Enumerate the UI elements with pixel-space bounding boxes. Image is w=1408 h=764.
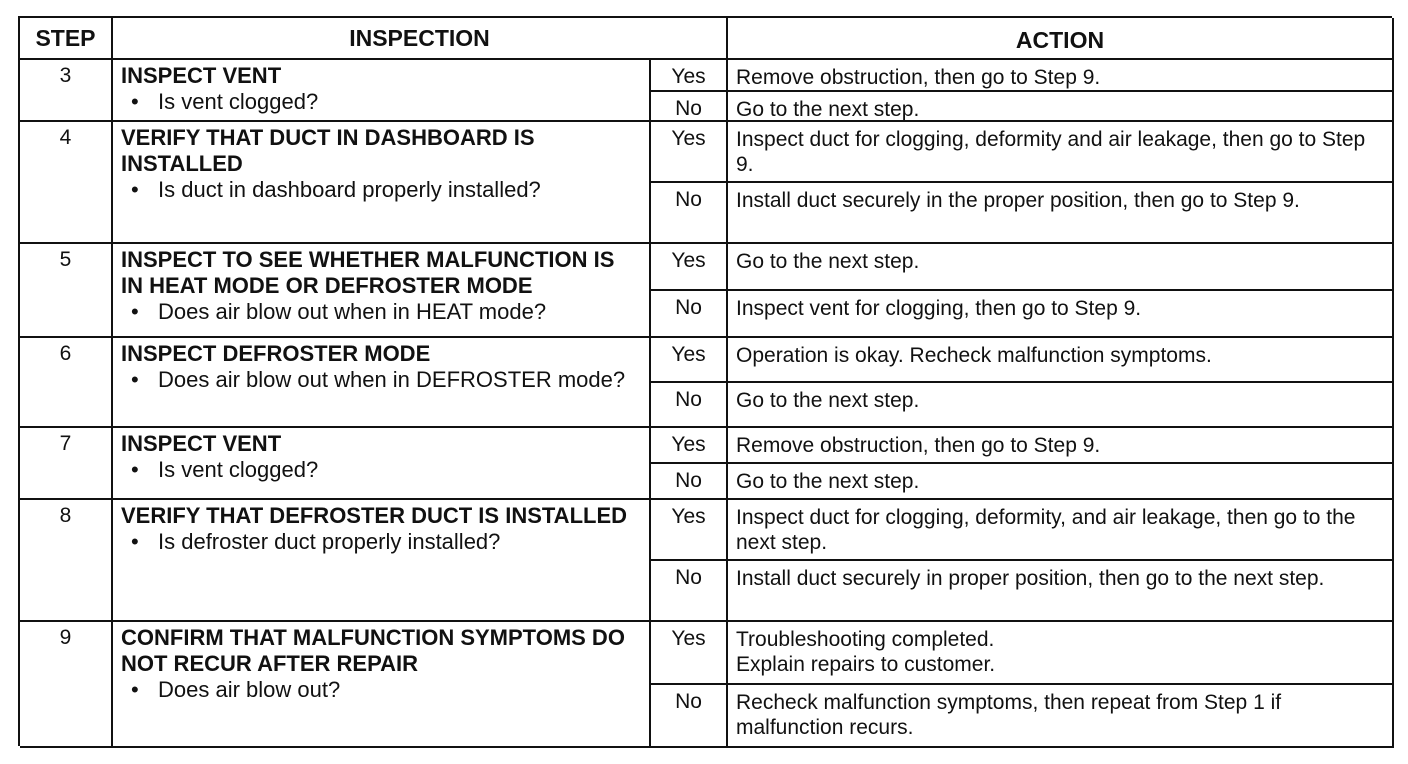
troubleshooting-table	[18, 16, 1392, 746]
no-label: No	[651, 464, 728, 498]
inspection-question: • Does air blow out?	[121, 677, 641, 703]
yes-action-line: Troubleshooting completed.	[736, 628, 995, 651]
step-number: 9	[20, 622, 113, 748]
step-header: STEP	[20, 18, 113, 60]
no-row	[651, 90, 1394, 122]
answers-cell	[651, 338, 1394, 428]
inspection-cell	[113, 244, 651, 338]
no-action: Install duct securely in proper position, then go to the next step.	[728, 561, 1394, 620]
no-row	[651, 381, 1394, 426]
inspection-question: • Is duct in dashboard properly installed?	[121, 177, 641, 203]
step-number: 8	[20, 500, 113, 622]
yes-row	[651, 500, 1394, 559]
yes-label: Yes	[651, 500, 728, 559]
yes-action: Remove obstruction, then go to Step 9.	[728, 428, 1394, 462]
inspection-title: INSPECT TO SEE WHETHER MALFUNCTION IS IN HEAT MODE OR DEFROSTER MODE	[121, 247, 615, 298]
yes-action: Go to the next step.	[728, 244, 1394, 289]
inspection-title: INSPECT DEFROSTER MODE	[121, 341, 431, 366]
no-action: Go to the next step.	[728, 464, 1394, 498]
answers-cell	[651, 500, 1394, 622]
no-label: No	[651, 183, 728, 242]
inspection-cell	[113, 122, 651, 244]
inspection-title: INSPECT VENT	[121, 431, 282, 456]
inspection-question: • Is defroster duct properly installed?	[121, 529, 641, 555]
yes-action: Remove obstruction, then go to Step 9.	[728, 60, 1394, 90]
inspection-cell	[113, 60, 651, 122]
inspection-cell	[113, 428, 651, 500]
yes-action: Inspect duct for clogging, deformity, and air leakage, then go to the next step.	[728, 500, 1394, 559]
inspection-title: VERIFY THAT DEFROSTER DUCT IS INSTALLED	[121, 503, 628, 528]
step-number: 6	[20, 338, 113, 428]
action-header: ACTION	[728, 18, 1394, 60]
step-number: 4	[20, 122, 113, 244]
yes-row	[651, 122, 1394, 181]
answers-cell	[651, 122, 1394, 244]
inspection-title: VERIFY THAT DUCT IN DASHBOARD IS INSTALLED	[121, 125, 535, 176]
yes-label: Yes	[651, 244, 728, 289]
inspection-question: • Does air blow out when in HEAT mode?	[121, 299, 641, 325]
inspection-cell	[113, 622, 651, 748]
no-row	[651, 559, 1394, 620]
answers-cell	[651, 60, 1394, 122]
no-label: No	[651, 561, 728, 620]
yes-action: Inspect duct for clogging, deformity and air leakage, then go to Step 9.	[728, 122, 1394, 181]
yes-label: Yes	[651, 60, 728, 90]
no-action: Go to the next step.	[728, 92, 1394, 122]
step-number: 7	[20, 428, 113, 500]
yes-row	[651, 60, 1394, 90]
inspection-question: • Does air blow out when in DEFROSTER mode?	[121, 367, 641, 393]
yes-label: Yes	[651, 122, 728, 181]
yes-row	[651, 622, 1394, 683]
inspection-cell	[113, 500, 651, 622]
inspection-title: INSPECT VENT	[121, 63, 282, 88]
no-row	[651, 462, 1394, 498]
inspection-cell	[113, 338, 651, 428]
answers-cell	[651, 244, 1394, 338]
inspection-question: • Is vent clogged?	[121, 89, 641, 115]
inspection-header: INSPECTION	[113, 18, 728, 60]
no-row	[651, 289, 1394, 336]
inspection-title: CONFIRM THAT MALFUNCTION SYMPTOMS DO NOT RECUR AFTER REPAIR	[121, 625, 625, 676]
yes-label: Yes	[651, 428, 728, 462]
yes-label: Yes	[651, 622, 728, 683]
yes-label: Yes	[651, 338, 728, 381]
no-label: No	[651, 291, 728, 336]
yes-action	[728, 622, 1394, 683]
no-row	[651, 683, 1394, 746]
inspection-question: • Is vent clogged?	[121, 457, 641, 483]
answers-cell	[651, 622, 1394, 748]
no-action: Recheck malfunction symptoms, then repeat from Step 1 if malfunction recurs.	[728, 685, 1394, 746]
yes-action-line: Explain repairs to customer.	[736, 653, 996, 676]
no-label: No	[651, 92, 728, 122]
no-action: Go to the next step.	[728, 383, 1394, 426]
yes-action: Operation is okay. Recheck malfunction symptoms.	[728, 338, 1394, 381]
step-number: 3	[20, 60, 113, 122]
no-action: Inspect vent for clogging, then go to Step 9.	[728, 291, 1394, 336]
yes-row	[651, 244, 1394, 289]
no-label: No	[651, 685, 728, 746]
step-number: 5	[20, 244, 113, 338]
no-row	[651, 181, 1394, 242]
yes-row	[651, 338, 1394, 381]
yes-row	[651, 428, 1394, 462]
no-action: Install duct securely in the proper position, then go to Step 9.	[728, 183, 1394, 242]
answers-cell	[651, 428, 1394, 500]
no-label: No	[651, 383, 728, 426]
